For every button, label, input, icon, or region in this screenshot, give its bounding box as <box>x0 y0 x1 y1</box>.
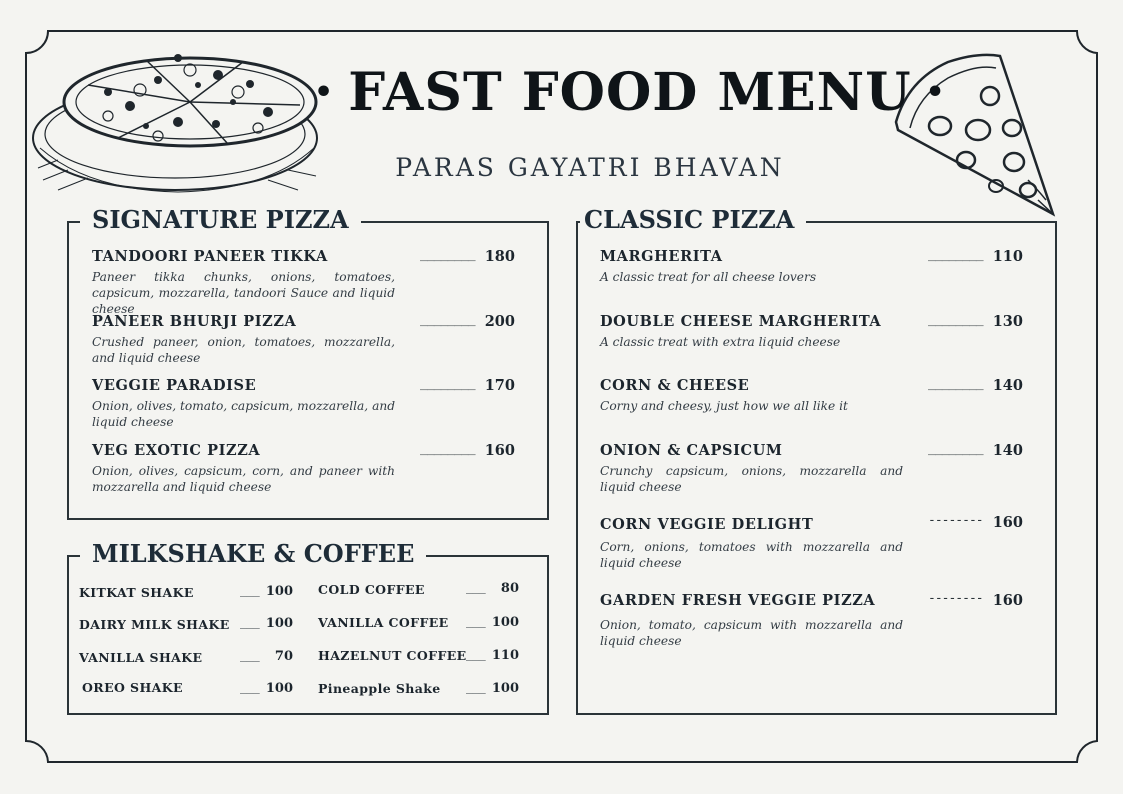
item-price: 200 <box>484 313 515 330</box>
drink-name: DAIRY MILK SHAKE <box>79 617 230 632</box>
price-leader: ___ <box>240 615 259 629</box>
price-leader: ________ <box>420 441 475 456</box>
price-leader: ___ <box>466 647 485 661</box>
item-price: 180 <box>484 248 515 265</box>
item-description: Corny and cheesy, just how we all like it <box>600 399 848 413</box>
price-leader: ___ <box>466 680 485 694</box>
drink-name: HAZELNUT COFFEE <box>318 648 467 663</box>
price-leader: ___ <box>240 680 259 694</box>
drink-price: 70 <box>274 649 293 664</box>
item-name: DOUBLE CHEESE MARGHERITA <box>600 313 882 330</box>
item-price: 140 <box>992 377 1023 394</box>
title-dot-left: • <box>314 74 335 110</box>
drink-price: 80 <box>500 581 519 596</box>
item-description: Onion, olives, tomato, capsicum, mozzarella, and liquid cheese <box>92 399 395 429</box>
whole-pizza-illustration <box>28 40 328 200</box>
drink-price: 100 <box>491 681 519 696</box>
item-name: TANDOORI PANEER TIKKA <box>92 248 328 265</box>
price-leader: -------- <box>928 513 983 528</box>
item-name: MARGHERITA <box>600 248 723 265</box>
price-leader: ________ <box>928 441 983 456</box>
item-price: 110 <box>992 248 1023 265</box>
item-name: ONION & CAPSICUM <box>600 442 783 459</box>
item-description: Paneer tikka chunks, onions, tomatoes, capsicum, mozzarella, tandoori Sauce and liquid cheese <box>92 270 395 316</box>
drink-price: 110 <box>491 648 519 663</box>
price-leader: ________ <box>928 376 983 391</box>
classic-pizza-heading: CLASSIC PIZZA <box>580 207 806 233</box>
item-name: VEG EXOTIC PIZZA <box>92 442 261 459</box>
signature-pizza-heading: SIGNATURE PIZZA <box>80 207 361 233</box>
price-leader: ________ <box>928 247 983 262</box>
price-leader: ________ <box>420 247 475 262</box>
price-leader: -------- <box>928 591 983 606</box>
item-description: Corn, onions, tomatoes with mozzarella and liquid cheese <box>600 540 903 570</box>
drink-name: COLD COFFEE <box>318 582 425 597</box>
item-price: 130 <box>992 313 1023 330</box>
milkshake-coffee-heading: MILKSHAKE & COFFEE <box>80 541 426 567</box>
drink-price: 100 <box>265 616 293 631</box>
item-description: Crunchy capsicum, onions, mozzarella and liquid cheese <box>600 464 903 494</box>
drink-price: 100 <box>265 584 293 599</box>
drink-price: 100 <box>491 615 519 630</box>
price-leader: ________ <box>420 312 475 327</box>
drink-name: VANILLA COFFEE <box>318 615 449 630</box>
item-price: 170 <box>484 377 515 394</box>
item-description: A classic treat for all cheese lovers <box>600 270 817 284</box>
item-description: Onion, tomato, capsicum with mozzarella and liquid cheese <box>600 618 903 648</box>
drink-name: OREO SHAKE <box>82 680 183 695</box>
item-name: CORN & CHEESE <box>600 377 750 394</box>
item-price: 160 <box>484 442 515 459</box>
drink-price: 100 <box>265 681 293 696</box>
item-description: Onion, olives, capsicum, corn, and paneer with mozzarella and liquid cheese <box>92 464 395 494</box>
title-dot-right: • <box>925 74 946 110</box>
price-leader: ___ <box>240 583 259 597</box>
menu-title-block <box>300 62 946 128</box>
drink-name: KITKAT SHAKE <box>79 585 194 600</box>
menu-title: FAST FOOD MENU <box>348 62 912 123</box>
item-name: VEGGIE PARADISE <box>92 377 257 394</box>
item-name: PANEER BHURJI PIZZA <box>92 313 297 330</box>
item-name: GARDEN FRESH VEGGIE PIZZA <box>600 592 876 609</box>
price-leader: ________ <box>928 312 983 327</box>
drink-name: VANILLA SHAKE <box>79 650 203 665</box>
price-leader: ___ <box>466 614 485 628</box>
drink-name: Pineapple Shake <box>318 681 441 696</box>
restaurant-name: PARAS GAYATRI BHAVAN <box>395 153 785 182</box>
item-description: Crushed paneer, onion, tomatoes, mozzarella, and liquid cheese <box>92 335 395 365</box>
price-leader: ___ <box>466 580 485 594</box>
item-price: 160 <box>992 514 1023 531</box>
price-leader: ___ <box>240 648 259 662</box>
item-price: 140 <box>992 442 1023 459</box>
item-description: A classic treat with extra liquid cheese <box>600 335 841 349</box>
item-price: 160 <box>992 592 1023 609</box>
price-leader: ________ <box>420 376 475 391</box>
item-name: CORN VEGGIE DELIGHT <box>600 516 814 533</box>
